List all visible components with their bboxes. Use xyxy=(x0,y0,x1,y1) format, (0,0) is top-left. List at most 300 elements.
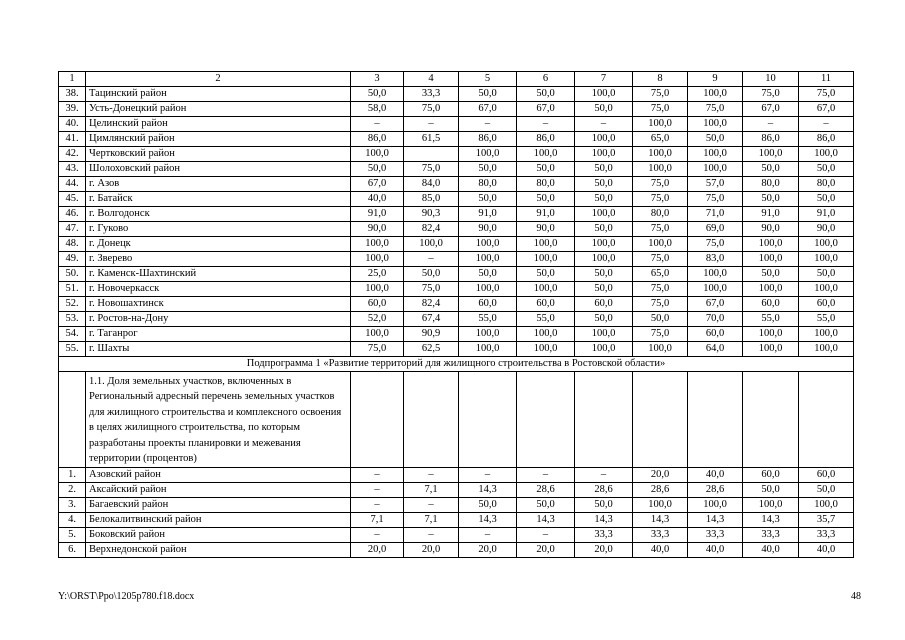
indicator-table xyxy=(58,71,854,558)
row-number: 53. xyxy=(59,312,86,327)
value-cell: 50,0 xyxy=(517,267,575,282)
row-number: 44. xyxy=(59,177,86,192)
table-row xyxy=(59,117,854,132)
municipality-name: Цимлянский район xyxy=(86,132,351,147)
row-number: 50. xyxy=(59,267,86,282)
value-cell: 86,0 xyxy=(743,132,799,147)
value-cell: 100,0 xyxy=(575,342,633,357)
value-cell: 33,3 xyxy=(743,528,799,543)
value-cell: 100,0 xyxy=(799,237,854,252)
municipality-name: г. Ростов-на-Дону xyxy=(86,312,351,327)
column-number: 4 xyxy=(404,72,459,87)
row-number: 40. xyxy=(59,117,86,132)
value-cell: 20,0 xyxy=(351,543,404,558)
value-cell: 14,3 xyxy=(459,483,517,498)
value-cell: 100,0 xyxy=(351,327,404,342)
row-number: 55. xyxy=(59,342,86,357)
value-cell: 57,0 xyxy=(688,177,743,192)
value-cell: – xyxy=(743,117,799,132)
value-cell: 50,0 xyxy=(517,162,575,177)
value-cell: – xyxy=(517,528,575,543)
table-row xyxy=(59,267,854,282)
municipality-name: Боковский район xyxy=(86,528,351,543)
row-number: 41. xyxy=(59,132,86,147)
value-cell: 14,3 xyxy=(633,513,688,528)
value-cell: 50,0 xyxy=(575,498,633,513)
column-number: 10 xyxy=(743,72,799,87)
value-cell: 64,0 xyxy=(688,342,743,357)
subprogram-row xyxy=(59,357,854,372)
indicator-description: 1.1. Доля земельных участков, включенных в Региональный адресный перечень земельных участков для жилищного строительства и комплексного освоения в целях жилищного строительства, по которым разработаны проекты планировки и межевания территории (процентов) xyxy=(86,372,351,468)
value-cell: 65,0 xyxy=(633,132,688,147)
column-number: 2 xyxy=(86,72,351,87)
value-cell: 86,0 xyxy=(459,132,517,147)
value-cell: 100,0 xyxy=(575,132,633,147)
row-number: 6. xyxy=(59,543,86,558)
value-cell: 50,0 xyxy=(459,162,517,177)
value-cell: – xyxy=(799,117,854,132)
value-cell: 100,0 xyxy=(517,252,575,267)
value-cell: 100,0 xyxy=(799,147,854,162)
value-cell: 67,4 xyxy=(404,312,459,327)
value-cell: 50,0 xyxy=(517,87,575,102)
value-cell: 40,0 xyxy=(633,543,688,558)
value-cell: 100,0 xyxy=(517,342,575,357)
row-number: 1. xyxy=(59,468,86,483)
table-row xyxy=(59,132,854,147)
value-cell: 100,0 xyxy=(351,237,404,252)
value-cell: 71,0 xyxy=(688,207,743,222)
indicator-empty-cell xyxy=(688,372,743,468)
value-cell: 100,0 xyxy=(799,282,854,297)
value-cell: 55,0 xyxy=(799,312,854,327)
value-cell: 100,0 xyxy=(459,237,517,252)
value-cell: 70,0 xyxy=(688,312,743,327)
value-cell: – xyxy=(575,468,633,483)
row-number: 51. xyxy=(59,282,86,297)
row-number: 3. xyxy=(59,498,86,513)
value-cell: 80,0 xyxy=(517,177,575,192)
value-cell: 28,6 xyxy=(575,483,633,498)
municipality-name: Усть-Донецкий район xyxy=(86,102,351,117)
value-cell: 100,0 xyxy=(688,498,743,513)
value-cell: 65,0 xyxy=(633,267,688,282)
value-cell: 14,3 xyxy=(517,513,575,528)
column-number: 11 xyxy=(799,72,854,87)
value-cell: 28,6 xyxy=(688,483,743,498)
table-row xyxy=(59,282,854,297)
value-cell: 7,1 xyxy=(351,513,404,528)
column-number: 3 xyxy=(351,72,404,87)
table-row xyxy=(59,222,854,237)
value-cell: 75,0 xyxy=(633,87,688,102)
value-cell: 91,0 xyxy=(459,207,517,222)
row-number: 39. xyxy=(59,102,86,117)
value-cell: 100,0 xyxy=(575,237,633,252)
value-cell: 91,0 xyxy=(517,207,575,222)
row-number: 38. xyxy=(59,87,86,102)
value-cell: 91,0 xyxy=(743,207,799,222)
table-row xyxy=(59,147,854,162)
value-cell: 69,0 xyxy=(688,222,743,237)
municipality-name: Белокалитвинский район xyxy=(86,513,351,528)
table-row xyxy=(59,312,854,327)
value-cell: 50,0 xyxy=(633,312,688,327)
value-cell: – xyxy=(459,528,517,543)
value-cell: 75,0 xyxy=(404,282,459,297)
value-cell: 50,0 xyxy=(351,162,404,177)
value-cell: 60,0 xyxy=(575,297,633,312)
value-cell: 60,0 xyxy=(459,297,517,312)
row-number: 47. xyxy=(59,222,86,237)
value-cell: – xyxy=(351,117,404,132)
value-cell: 100,0 xyxy=(633,498,688,513)
value-cell: 7,1 xyxy=(404,483,459,498)
municipality-name: Азовский район xyxy=(86,468,351,483)
value-cell: 67,0 xyxy=(517,102,575,117)
indicator-empty-cell xyxy=(575,372,633,468)
value-cell: – xyxy=(351,483,404,498)
row-number: 48. xyxy=(59,237,86,252)
value-cell: 60,0 xyxy=(743,468,799,483)
municipality-name: г. Волгодонск xyxy=(86,207,351,222)
table-row xyxy=(59,252,854,267)
subprogram-title: Подпрограмма 1 «Развитие территорий для жилищного строительства в Ростовской области» xyxy=(59,357,854,372)
value-cell: 100,0 xyxy=(799,498,854,513)
value-cell: 90,0 xyxy=(799,222,854,237)
value-cell: 100,0 xyxy=(743,282,799,297)
row-number: 49. xyxy=(59,252,86,267)
value-cell: 62,5 xyxy=(404,342,459,357)
table-row xyxy=(59,237,854,252)
value-cell: 100,0 xyxy=(688,162,743,177)
row-number: 45. xyxy=(59,192,86,207)
value-cell: 40,0 xyxy=(799,543,854,558)
value-cell: 100,0 xyxy=(743,498,799,513)
value-cell: 75,0 xyxy=(633,327,688,342)
footer-page-number: 48 xyxy=(851,591,861,602)
value-cell: 33,3 xyxy=(575,528,633,543)
value-cell: 14,3 xyxy=(459,513,517,528)
value-cell: 50,0 xyxy=(743,267,799,282)
value-cell: 100,0 xyxy=(459,342,517,357)
municipality-name: Верхнедонской район xyxy=(86,543,351,558)
municipality-name: г. Таганрог xyxy=(86,327,351,342)
value-cell: – xyxy=(404,498,459,513)
value-cell: 60,0 xyxy=(351,297,404,312)
value-cell: 50,0 xyxy=(575,162,633,177)
value-cell: 100,0 xyxy=(743,342,799,357)
row-number: 42. xyxy=(59,147,86,162)
value-cell: 50,0 xyxy=(575,177,633,192)
value-cell: 40,0 xyxy=(688,543,743,558)
value-cell: 60,0 xyxy=(799,468,854,483)
value-cell: 100,0 xyxy=(575,252,633,267)
table-row xyxy=(59,342,854,357)
value-cell: 75,0 xyxy=(743,87,799,102)
value-cell: 80,0 xyxy=(743,177,799,192)
value-cell: 50,0 xyxy=(517,498,575,513)
value-cell: 50,0 xyxy=(743,162,799,177)
value-cell: 14,3 xyxy=(688,513,743,528)
value-cell: – xyxy=(517,117,575,132)
value-cell: 75,0 xyxy=(633,222,688,237)
value-cell: 25,0 xyxy=(351,267,404,282)
value-cell: 80,0 xyxy=(799,177,854,192)
value-cell: 40,0 xyxy=(688,468,743,483)
value-cell: 20,0 xyxy=(517,543,575,558)
value-cell: 82,4 xyxy=(404,297,459,312)
row-number: 4. xyxy=(59,513,86,528)
value-cell: 90,0 xyxy=(517,222,575,237)
value-cell: 50,0 xyxy=(688,132,743,147)
value-cell: 100,0 xyxy=(743,147,799,162)
value-cell: 82,4 xyxy=(404,222,459,237)
value-cell: 83,0 xyxy=(688,252,743,267)
value-cell: – xyxy=(404,528,459,543)
value-cell: 50,0 xyxy=(517,192,575,207)
value-cell: 61,5 xyxy=(404,132,459,147)
value-cell: 75,0 xyxy=(633,297,688,312)
value-cell: 20,0 xyxy=(633,468,688,483)
value-cell: 33,3 xyxy=(688,528,743,543)
value-cell: 50,0 xyxy=(575,102,633,117)
value-cell: 80,0 xyxy=(633,207,688,222)
value-cell: 33,3 xyxy=(799,528,854,543)
value-cell: 50,0 xyxy=(575,222,633,237)
value-cell: 60,0 xyxy=(517,297,575,312)
value-cell: 20,0 xyxy=(404,543,459,558)
value-cell: 50,0 xyxy=(799,192,854,207)
value-cell: 28,6 xyxy=(633,483,688,498)
value-cell: 100,0 xyxy=(459,327,517,342)
value-cell: 75,0 xyxy=(688,192,743,207)
value-cell: 100,0 xyxy=(459,147,517,162)
value-cell: 50,0 xyxy=(799,267,854,282)
row-number: 46. xyxy=(59,207,86,222)
municipality-name: Шолоховский район xyxy=(86,162,351,177)
indicator-empty-cell xyxy=(517,372,575,468)
value-cell: 50,0 xyxy=(459,498,517,513)
table-row xyxy=(59,192,854,207)
value-cell: – xyxy=(517,468,575,483)
table-row xyxy=(59,207,854,222)
value-cell: 7,1 xyxy=(404,513,459,528)
value-cell: 100,0 xyxy=(799,252,854,267)
municipality-name: г. Азов xyxy=(86,177,351,192)
value-cell: 100,0 xyxy=(517,327,575,342)
column-number-row xyxy=(59,72,854,87)
value-cell: 40,0 xyxy=(743,543,799,558)
value-cell: 100,0 xyxy=(688,267,743,282)
value-cell: 90,9 xyxy=(404,327,459,342)
value-cell: 100,0 xyxy=(688,147,743,162)
value-cell: 75,0 xyxy=(633,252,688,267)
value-cell: – xyxy=(459,117,517,132)
value-cell: 100,0 xyxy=(517,237,575,252)
value-cell: 100,0 xyxy=(743,237,799,252)
value-cell: 90,0 xyxy=(351,222,404,237)
value-cell: 50,0 xyxy=(404,267,459,282)
value-cell: 67,0 xyxy=(351,177,404,192)
value-cell: 84,0 xyxy=(404,177,459,192)
value-cell: 90,3 xyxy=(404,207,459,222)
value-cell: 58,0 xyxy=(351,102,404,117)
value-cell: 20,0 xyxy=(459,543,517,558)
value-cell: 100,0 xyxy=(575,207,633,222)
table-row xyxy=(59,162,854,177)
value-cell: 60,0 xyxy=(688,327,743,342)
table-row xyxy=(59,102,854,117)
municipality-name: г. Батайск xyxy=(86,192,351,207)
value-cell: 50,0 xyxy=(459,267,517,282)
value-cell: – xyxy=(459,468,517,483)
value-cell: – xyxy=(351,468,404,483)
table-row xyxy=(59,177,854,192)
value-cell: 100,0 xyxy=(633,117,688,132)
value-cell: 50,0 xyxy=(743,192,799,207)
value-cell: 75,0 xyxy=(633,102,688,117)
value-cell: 75,0 xyxy=(404,162,459,177)
municipality-name: г. Донецк xyxy=(86,237,351,252)
value-cell: 55,0 xyxy=(517,312,575,327)
municipality-name: Аксайский район xyxy=(86,483,351,498)
value-cell: 86,0 xyxy=(351,132,404,147)
value-cell: 100,0 xyxy=(575,87,633,102)
value-cell: 100,0 xyxy=(743,327,799,342)
value-cell: 100,0 xyxy=(633,162,688,177)
municipality-name: Чертковский район xyxy=(86,147,351,162)
value-cell: 75,0 xyxy=(688,237,743,252)
value-cell: 52,0 xyxy=(351,312,404,327)
table-row xyxy=(59,483,854,498)
indicator-empty-cell xyxy=(351,372,404,468)
value-cell: 50,0 xyxy=(799,483,854,498)
row-number: 2. xyxy=(59,483,86,498)
indicator-empty-cell xyxy=(59,372,86,468)
column-number: 6 xyxy=(517,72,575,87)
value-cell: 100,0 xyxy=(633,342,688,357)
value-cell: 33,3 xyxy=(404,87,459,102)
value-cell: 91,0 xyxy=(351,207,404,222)
table-row xyxy=(59,513,854,528)
table-row xyxy=(59,87,854,102)
table-row xyxy=(59,297,854,312)
value-cell: 50,0 xyxy=(351,87,404,102)
value-cell: 75,0 xyxy=(633,192,688,207)
value-cell: 90,0 xyxy=(743,222,799,237)
municipality-name: г. Гуково xyxy=(86,222,351,237)
value-cell: – xyxy=(351,498,404,513)
value-cell: 20,0 xyxy=(575,543,633,558)
value-cell: 86,0 xyxy=(799,132,854,147)
value-cell: 75,0 xyxy=(633,282,688,297)
value-cell: 100,0 xyxy=(459,282,517,297)
value-cell xyxy=(404,147,459,162)
value-cell: 28,6 xyxy=(517,483,575,498)
value-cell: 100,0 xyxy=(743,252,799,267)
value-cell: – xyxy=(404,252,459,267)
value-cell: 91,0 xyxy=(799,207,854,222)
indicator-empty-cell xyxy=(743,372,799,468)
row-number: 54. xyxy=(59,327,86,342)
value-cell: 85,0 xyxy=(404,192,459,207)
indicator-empty-cell xyxy=(404,372,459,468)
indicator-empty-cell xyxy=(633,372,688,468)
value-cell: 55,0 xyxy=(743,312,799,327)
value-cell: 50,0 xyxy=(575,282,633,297)
value-cell: 14,3 xyxy=(743,513,799,528)
value-cell: 50,0 xyxy=(459,192,517,207)
value-cell: 67,0 xyxy=(459,102,517,117)
value-cell: 100,0 xyxy=(688,117,743,132)
value-cell: 100,0 xyxy=(575,327,633,342)
municipality-name: г. Каменск-Шахтинский xyxy=(86,267,351,282)
municipality-name: г. Шахты xyxy=(86,342,351,357)
value-cell: 75,0 xyxy=(688,102,743,117)
value-cell: 75,0 xyxy=(351,342,404,357)
indicator-empty-cell xyxy=(799,372,854,468)
value-cell: 50,0 xyxy=(575,267,633,282)
value-cell: 100,0 xyxy=(351,252,404,267)
indicator-row xyxy=(59,372,854,468)
value-cell: 40,0 xyxy=(351,192,404,207)
value-cell: 100,0 xyxy=(404,237,459,252)
value-cell: 67,0 xyxy=(743,102,799,117)
municipality-name: г. Новочеркасск xyxy=(86,282,351,297)
value-cell: – xyxy=(404,468,459,483)
value-cell: 60,0 xyxy=(799,297,854,312)
value-cell: 75,0 xyxy=(799,87,854,102)
value-cell: 80,0 xyxy=(459,177,517,192)
row-number: 52. xyxy=(59,297,86,312)
row-number: 43. xyxy=(59,162,86,177)
value-cell: 33,3 xyxy=(633,528,688,543)
table-row xyxy=(59,327,854,342)
value-cell: 75,0 xyxy=(404,102,459,117)
value-cell: 100,0 xyxy=(688,282,743,297)
value-cell: 100,0 xyxy=(517,147,575,162)
value-cell: 100,0 xyxy=(459,252,517,267)
value-cell: 100,0 xyxy=(688,87,743,102)
column-number: 9 xyxy=(688,72,743,87)
value-cell: 50,0 xyxy=(575,312,633,327)
value-cell: – xyxy=(575,117,633,132)
municipality-name: г. Зверево xyxy=(86,252,351,267)
column-number: 1 xyxy=(59,72,86,87)
value-cell: 100,0 xyxy=(633,237,688,252)
value-cell: 50,0 xyxy=(799,162,854,177)
table-row xyxy=(59,543,854,558)
value-cell: 55,0 xyxy=(459,312,517,327)
value-cell: 100,0 xyxy=(351,282,404,297)
column-number: 8 xyxy=(633,72,688,87)
footer-file-path: Y:\ORST\Ppo\1205p780.f18.docx xyxy=(58,591,195,602)
municipality-name: Целинский район xyxy=(86,117,351,132)
column-number: 7 xyxy=(575,72,633,87)
value-cell: 60,0 xyxy=(743,297,799,312)
value-cell: 90,0 xyxy=(459,222,517,237)
value-cell: 100,0 xyxy=(799,327,854,342)
value-cell: 67,0 xyxy=(799,102,854,117)
value-cell: – xyxy=(404,117,459,132)
value-cell: 100,0 xyxy=(517,282,575,297)
table-row xyxy=(59,468,854,483)
value-cell: 100,0 xyxy=(633,147,688,162)
value-cell: 14,3 xyxy=(575,513,633,528)
value-cell: 35,7 xyxy=(799,513,854,528)
value-cell: 75,0 xyxy=(633,177,688,192)
